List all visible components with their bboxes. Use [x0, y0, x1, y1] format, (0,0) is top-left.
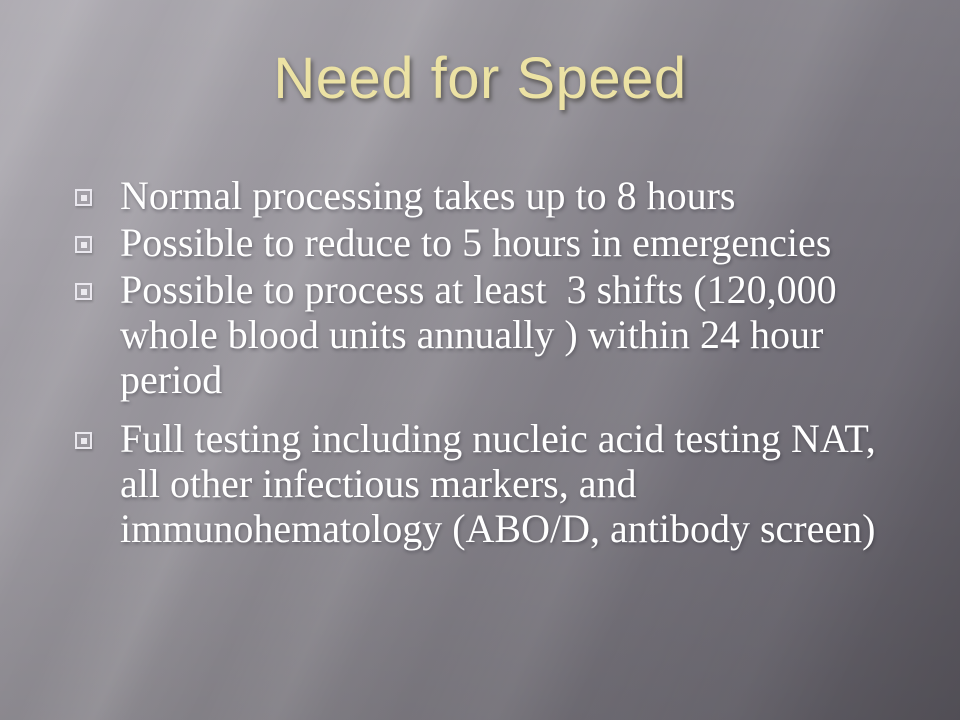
bullet-list: [75, 173, 900, 551]
bullet-text: Full testing including nucleic acid testing NAT, all other infectious markers, and immunohematology (ABO/D, antibody screen): [120, 416, 886, 551]
bullet-item: [75, 220, 900, 265]
bullet-text: Possible to process at least 3 shifts (120,000 whole blood units annually ) within 24 hour period: [120, 267, 847, 402]
slide-title: Need for Speed: [273, 46, 687, 111]
bullet-square-icon: [75, 236, 92, 253]
bullet-item: [75, 416, 900, 551]
bullet-item: [75, 173, 900, 218]
bullet-text: Possible to reduce to 5 hours in emergencies: [120, 220, 832, 265]
bullet-square-icon: [75, 189, 92, 206]
bullet-square-inner-icon: [81, 195, 87, 201]
bullet-square-inner-icon: [81, 242, 87, 248]
bullet-square-inner-icon: [81, 289, 87, 295]
bullet-square-inner-icon: [81, 438, 87, 444]
bullet-square-icon: [75, 432, 92, 449]
bullet-text: Normal processing takes up to 8 hours: [120, 173, 736, 218]
bullet-item: [75, 267, 900, 402]
bullet-square-icon: [75, 283, 92, 300]
